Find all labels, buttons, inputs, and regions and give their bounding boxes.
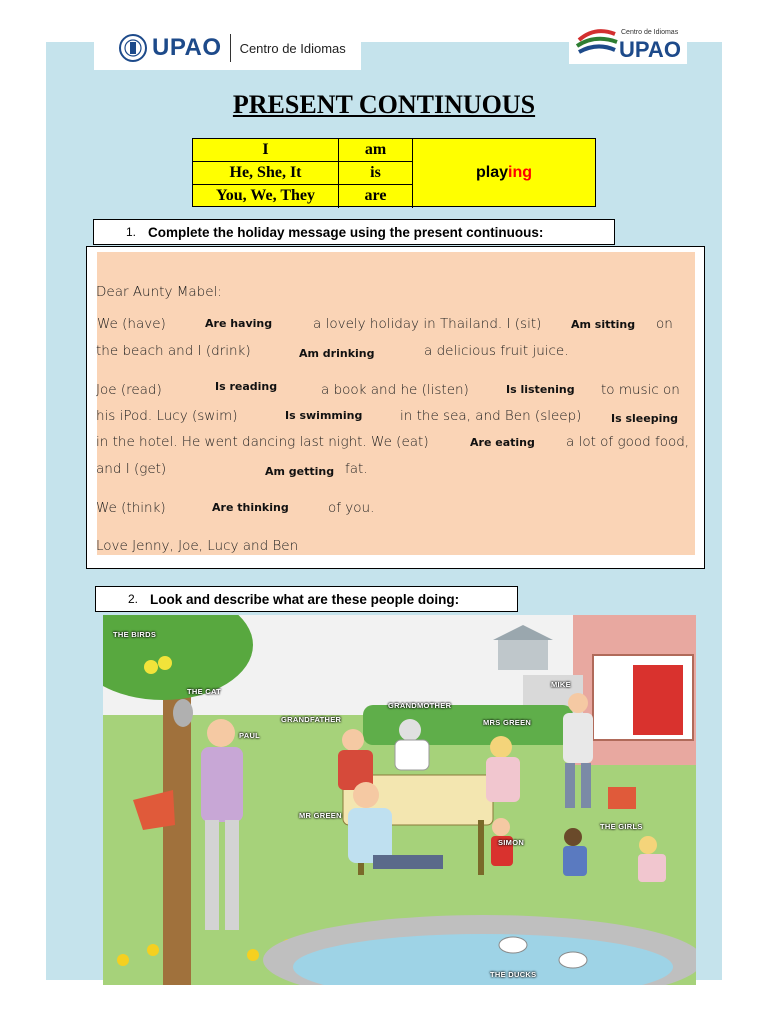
instruction-text: Look and describe what are these people doing: <box>150 591 460 607</box>
label-birds: THE BIRDS <box>113 630 157 639</box>
letter-text: the beach and I (drink) <box>96 343 251 359</box>
label-cat: THE CAT <box>187 687 222 696</box>
swoosh-logo-icon <box>575 26 619 60</box>
letter-text: a book and he (listen) <box>321 382 469 398</box>
garden-scene-illustration <box>103 615 696 985</box>
letter-text: a lot of good food, <box>566 434 690 450</box>
answer-text: Are eating <box>470 436 535 449</box>
answer-text: Am getting <box>265 465 335 478</box>
grammar-table <box>192 138 596 207</box>
logo-divider <box>230 34 231 62</box>
answer-text: Is swimming <box>285 409 363 422</box>
letter-text: to music on <box>601 382 680 398</box>
exercise-number: 2. <box>128 592 139 606</box>
letter-text: in the hotel. He went dancing last night. We (eat) <box>96 434 429 450</box>
upao-logo-left <box>94 26 361 70</box>
label-grandfather: GRANDFATHER <box>281 715 342 724</box>
letter-text: a lovely holiday in Thailand. I (sit) <box>313 316 542 332</box>
answer-text: Is reading <box>215 380 278 393</box>
logo-brand-right: UPAO <box>619 37 681 62</box>
subject-cell: He, She, It <box>193 162 339 185</box>
label-mrs-green: MRS GREEN <box>483 718 532 727</box>
exercise-number: 1. <box>126 225 137 239</box>
instruction-text: Complete the holiday message using the present continuous: <box>148 224 544 240</box>
university-emblem-icon <box>118 33 148 63</box>
letter-text: We (have) <box>97 316 166 332</box>
exercise-2-instruction <box>95 586 518 612</box>
page-title: PRESENT CONTINUOUS <box>232 90 536 119</box>
letter-text: We (think) <box>96 500 166 516</box>
letter-text: in the sea, and Ben (sleep) <box>400 408 582 424</box>
label-paul: PAUL <box>239 731 261 740</box>
subject-cell: You, We, They <box>193 185 339 208</box>
exercise-1-instruction <box>93 219 615 245</box>
example-verb-suffix: ing <box>508 163 532 181</box>
logo-brand: UPAO <box>152 34 222 61</box>
label-mr-green: MR GREEN <box>299 811 342 820</box>
answer-text: Is listening <box>506 383 575 396</box>
letter-text: his iPod. Lucy (swim) <box>96 408 238 424</box>
label-grandmother: GRANDMOTHER <box>388 701 452 710</box>
garden-scene-drawing <box>103 615 696 985</box>
letter-greeting: Dear Aunty Mabel: <box>96 284 222 300</box>
answer-text: Is sleeping <box>611 412 679 425</box>
label-simon: SIMON <box>498 838 525 847</box>
letter-closing: Love Jenny, Joe, Lucy and Ben <box>96 538 299 554</box>
letter-text: Joe (read) <box>96 382 162 398</box>
verb-cell: are <box>339 185 413 208</box>
label-mike: MIKE <box>551 680 571 689</box>
answer-text: Are thinking <box>212 501 289 514</box>
label-ducks: THE DUCKS <box>490 970 537 979</box>
example-verb-base: play <box>475 163 508 181</box>
answer-text: Are having <box>205 317 273 330</box>
answer-text: Am drinking <box>299 347 375 360</box>
upao-logo-right <box>569 22 687 64</box>
logo-subtitle: Centro de Idiomas <box>239 40 346 56</box>
subject-cell: I <box>193 139 339 162</box>
logo-subtitle-right: Centro de Idiomas <box>621 29 679 36</box>
letter-text: of you. <box>328 500 375 516</box>
letter-text: fat. <box>345 461 368 477</box>
verb-cell: is <box>339 162 413 185</box>
example-verb-cell <box>413 139 595 206</box>
letter-text: a delicious fruit juice. <box>424 343 569 359</box>
letter-text: and I (get) <box>96 461 167 477</box>
answer-text: Am sitting <box>571 318 636 331</box>
letter-text: on <box>656 316 673 332</box>
verb-cell: am <box>339 139 413 162</box>
label-girls: THE GIRLS <box>600 822 643 831</box>
